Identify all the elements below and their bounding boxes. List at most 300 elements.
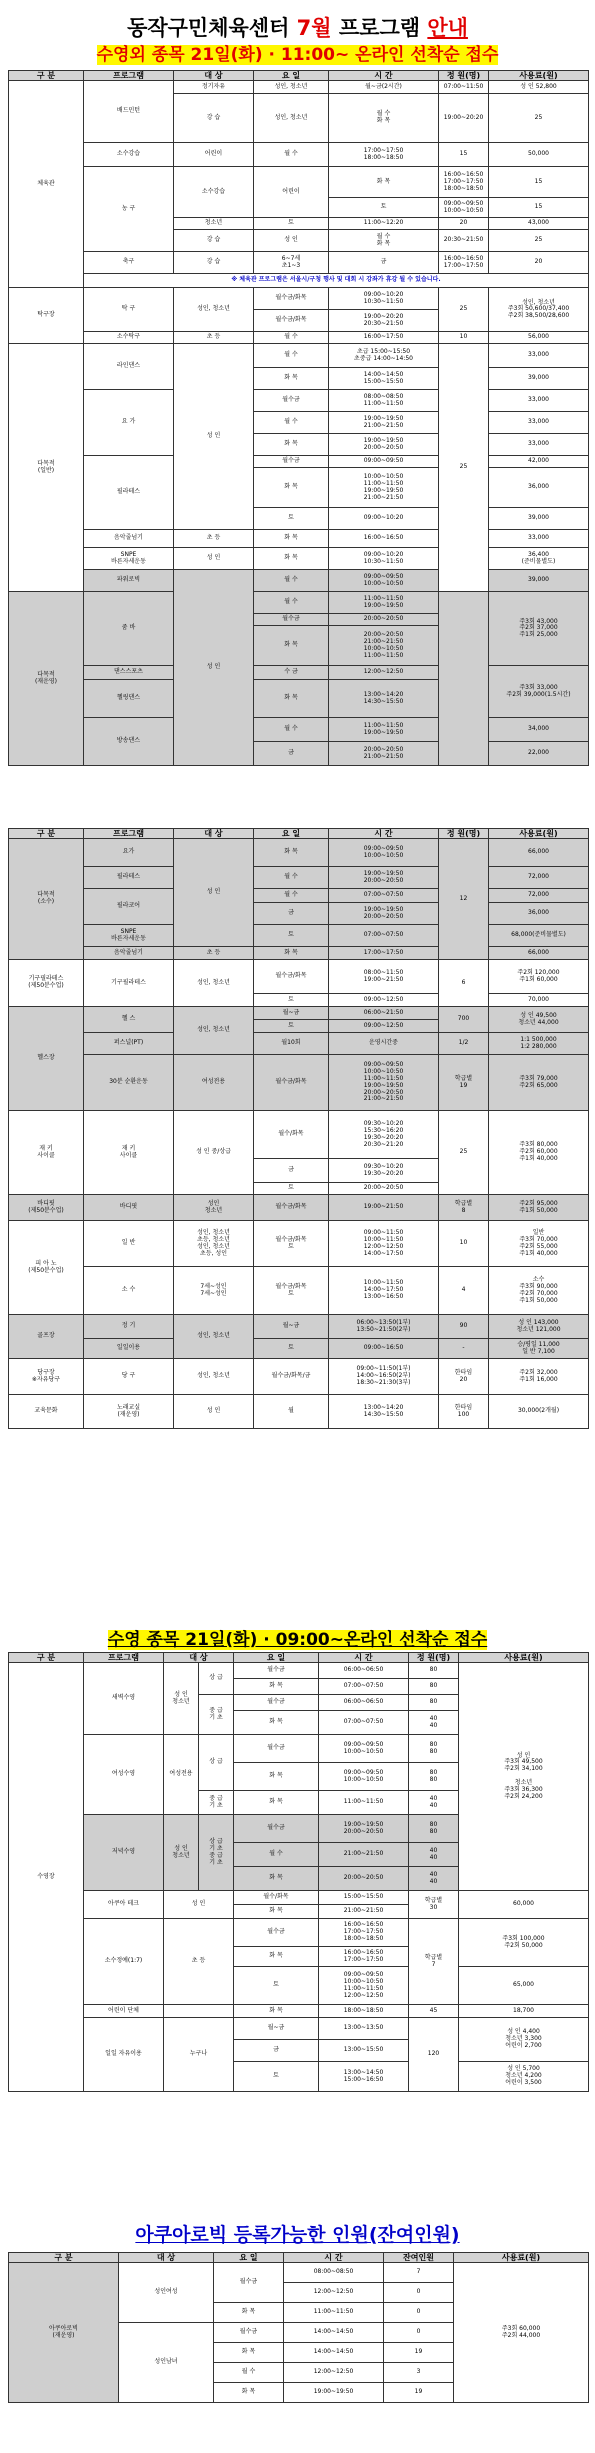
table-row bbox=[9, 1919, 589, 1947]
table-row bbox=[9, 867, 589, 889]
cell: 화 목 bbox=[214, 2343, 284, 2363]
cell: 성 인 4,400 청소년 3,300 어린이 2,700 bbox=[459, 2018, 589, 2062]
program-cell: 바디핏 bbox=[84, 1195, 174, 1221]
program-cell: 파워로빅 bbox=[84, 570, 174, 592]
category-cell: 다목적 (재운영) bbox=[9, 592, 84, 766]
cell: 72,000 bbox=[489, 867, 589, 889]
cell: 09:00~11:50 10:00~11:50 12:00~12:50 14:00~17:50 bbox=[329, 1221, 439, 1267]
cell: 09:00~09:50 10:00~10:50 11:00~11:50 19:00~19:50 20:00~20:50 21:00~21:50 bbox=[329, 1055, 439, 1111]
cell: 08:00~11:50 19:00~21:50 bbox=[329, 960, 439, 994]
cell: 19 bbox=[384, 2343, 454, 2363]
cell: 40 40 bbox=[409, 1843, 459, 1867]
cell: 월 수 bbox=[254, 344, 329, 368]
header-day: 요 일 bbox=[254, 71, 329, 81]
cell: 7 bbox=[384, 2263, 454, 2283]
program-cell: 헬 스 bbox=[84, 1007, 174, 1033]
cell: 성인, 청소년 초등, 청소년 성인, 청소년 초등, 성인 bbox=[174, 1221, 254, 1267]
cell: 월~금 bbox=[234, 2018, 319, 2040]
header-target: 대 상 bbox=[174, 71, 254, 81]
page-title: 동작구민체육센터 7월 프로그램 안내 bbox=[127, 16, 468, 40]
category-cell: 기구필라테스 (제50분수업) bbox=[9, 960, 84, 1007]
cell: 20:00~20:50 bbox=[319, 1867, 409, 1891]
cell: 11:00~12:20 bbox=[329, 218, 439, 230]
cell: 33,000 bbox=[489, 412, 589, 434]
cell: 1/2 bbox=[439, 1033, 489, 1055]
cell: 성 인 bbox=[164, 1891, 234, 1919]
table-row bbox=[9, 167, 589, 198]
cell: 16:00~16:50 17:00~17:50 18:00~18:50 bbox=[319, 1919, 409, 1947]
cell: 19:00~20:20 bbox=[439, 94, 489, 143]
cell: 07:00~07:50 bbox=[319, 1711, 409, 1735]
cell: 화 목 bbox=[214, 2303, 284, 2323]
cell: 09:00~09:50 10:00~10:50 11:00~11:50 12:00~12:50 bbox=[319, 1967, 409, 2005]
cell: 성 인 49,500 청소년 44,000 bbox=[489, 1007, 589, 1033]
cell: 13:00~15:50 bbox=[319, 2040, 409, 2062]
cell: 12:00~12:50 bbox=[329, 666, 439, 680]
cell: 화 목 bbox=[254, 368, 329, 390]
cell: 09:00~09:50 10:00~10:50 bbox=[319, 1735, 409, 1763]
cell: 39,000 bbox=[489, 508, 589, 530]
cell: 강 습 bbox=[174, 252, 254, 274]
table-row bbox=[9, 1395, 589, 1429]
cell: 성인 청소년 bbox=[174, 1195, 254, 1221]
program-cell: 음악줄넘기 bbox=[84, 530, 174, 548]
table-row bbox=[9, 925, 589, 947]
cell: 금 bbox=[234, 2040, 319, 2062]
cell: 상 급 기 초 중 급 기 초 bbox=[199, 1815, 234, 1891]
header-category: 구 분 bbox=[9, 1653, 84, 1663]
header-category: 구 분 bbox=[9, 829, 84, 839]
swim-table bbox=[8, 1652, 589, 2092]
header-remaining: 잔여인원 bbox=[384, 2253, 454, 2263]
cell: 월 수 bbox=[254, 412, 329, 434]
cell: 주3회 100,000 주2회 50,000 bbox=[459, 1919, 589, 1967]
category-cell: 재 키 사이클 bbox=[9, 1111, 84, 1195]
cell: 토 bbox=[254, 925, 329, 947]
cell: 36,400 (준비물별도) bbox=[489, 548, 589, 570]
program-cell: 소 수 bbox=[84, 1267, 174, 1315]
program-cell: 축구 bbox=[84, 252, 174, 274]
cell: 월수금 bbox=[254, 456, 329, 468]
program-cell: 노래교실 (재운영) bbox=[84, 1395, 174, 1429]
table-row bbox=[9, 1055, 589, 1111]
cell: 월~금 bbox=[254, 1007, 329, 1020]
cell: 09:30~10:20 15:30~16:20 19:30~20:20 20:30~21:20 bbox=[329, 1111, 439, 1159]
cell: 초 등 bbox=[164, 1919, 234, 2005]
cell: 월 수 bbox=[234, 1843, 319, 1867]
cell: 09:00~16:50 bbox=[329, 1339, 439, 1359]
table-row bbox=[9, 960, 589, 994]
cell: 30,000(2개월) bbox=[489, 1395, 589, 1429]
cell: 성 인 bbox=[174, 1395, 254, 1429]
cell: 토 bbox=[254, 1339, 329, 1359]
program-table-1 bbox=[8, 70, 589, 766]
cell: 성인, 청소년 bbox=[174, 288, 254, 332]
category-cell: 수영장 bbox=[9, 1663, 84, 2092]
cell: 07:00~07:50 bbox=[329, 925, 439, 947]
swim-fee-cell: 성 인 주3회 49,500 주2회 34,100 청소년 주3회 36,300 주2회 24,200 bbox=[459, 1663, 589, 1891]
cell: 20 bbox=[489, 252, 589, 274]
aquarobic-title: 아쿠아로빅 등록가능한 인원(잔여인원) bbox=[135, 2224, 460, 2246]
table-row bbox=[9, 1663, 589, 1679]
cell: 4 bbox=[439, 1267, 489, 1315]
header-target: 대 상 bbox=[164, 1653, 234, 1663]
table-header bbox=[9, 1653, 589, 1663]
cell: 월수금/화목 bbox=[254, 960, 329, 994]
program-cell: 농 구 bbox=[84, 167, 174, 252]
cell: 06:00~06:50 bbox=[319, 1663, 409, 1679]
header-fee: 사용료(원) bbox=[459, 1653, 589, 1663]
program-cell: 아쿠아로빅 (재운영) bbox=[9, 2263, 119, 2403]
cell: 15 bbox=[489, 167, 589, 198]
cell: 화 목 bbox=[234, 1867, 319, 1891]
program-cell: 기구필라테스 bbox=[84, 960, 174, 1007]
cell: 승/평일 11,000 일 반 7,100 bbox=[489, 1339, 589, 1359]
cell: 0 bbox=[384, 2323, 454, 2343]
cell: 여성전용 bbox=[164, 1735, 199, 1815]
cell: 80 bbox=[409, 1679, 459, 1695]
program-cell: 저녁수영 bbox=[84, 1815, 164, 1891]
category-cell: 당구장 ※자유당구 bbox=[9, 1359, 84, 1395]
cell: 소수강습 bbox=[174, 167, 254, 218]
cell: 16:00~16:50 17:00~17:50 bbox=[319, 1947, 409, 1967]
table-row bbox=[9, 1339, 589, 1359]
cell: 68,000(준비물별도) bbox=[489, 925, 589, 947]
cell: 0 bbox=[384, 2303, 454, 2323]
cell: 성 인 bbox=[174, 570, 254, 766]
cell: 10:00~10:50 11:00~11:50 19:00~19:50 21:00~21:50 bbox=[329, 468, 439, 508]
program-cell: 여성수영 bbox=[84, 1735, 164, 1815]
cell: 화 목 bbox=[254, 468, 329, 508]
cell: 월 수 bbox=[254, 718, 329, 742]
table-row bbox=[9, 81, 589, 94]
program-cell: 일 반 bbox=[84, 1221, 174, 1267]
cell: 성 인 청소년 bbox=[164, 1663, 199, 1735]
header-capacity: 정 원(명) bbox=[439, 829, 489, 839]
table-row bbox=[9, 143, 589, 167]
header-target: 대 상 bbox=[119, 2253, 214, 2263]
cell: 20:00~20:50 21:00~21:50 bbox=[329, 742, 439, 766]
cell: 성 인 bbox=[174, 548, 254, 570]
cell: 성인, 청소년 bbox=[174, 1359, 254, 1395]
header-fee: 사용료(원) bbox=[489, 829, 589, 839]
cell: 강 습 bbox=[174, 94, 254, 143]
cell: - bbox=[439, 1339, 489, 1359]
cell: 월 수 bbox=[214, 2363, 284, 2383]
program-cell: 일일 자유이용 bbox=[84, 2018, 164, 2092]
cell: 11:00~11:50 19:00~19:50 bbox=[329, 718, 439, 742]
cell: 14:00~14:50 15:00~15:50 bbox=[329, 368, 439, 390]
cell: 월수금 bbox=[234, 1695, 319, 1711]
cell: 월수금 bbox=[234, 1815, 319, 1843]
table-row bbox=[9, 2263, 589, 2283]
cell: 42,000 bbox=[489, 456, 589, 468]
cell: 09:00~09:50 10:00~10:50 bbox=[329, 839, 439, 867]
cell: 월 수 bbox=[254, 889, 329, 903]
cell: 06:00~21:50 bbox=[329, 1007, 439, 1020]
cell: 7세~성인 7세~성인 bbox=[174, 1267, 254, 1315]
cell: 33,000 bbox=[489, 434, 589, 456]
cell: 22,000 bbox=[489, 742, 589, 766]
cell: 45 bbox=[409, 2005, 459, 2018]
capacity-cell bbox=[439, 592, 489, 766]
table-row bbox=[9, 252, 589, 274]
cell: 3 bbox=[384, 2363, 454, 2383]
cell: 08:00~08:50 11:00~11:50 bbox=[329, 390, 439, 412]
program-cell: 댄스스포츠 bbox=[84, 666, 174, 680]
table-row bbox=[9, 1007, 589, 1020]
cell: 월 수 bbox=[254, 570, 329, 592]
header-day: 요 일 bbox=[254, 829, 329, 839]
cell: 화 목 bbox=[234, 1905, 319, 1919]
cell: 20 bbox=[439, 218, 489, 230]
cell: 72,000 bbox=[489, 889, 589, 903]
cell: 09:30~10:20 19:30~20:20 bbox=[329, 1159, 439, 1183]
table-row bbox=[9, 592, 589, 614]
cell: 소수 주3회 90,000 주2회 70,000 주1회 50,000 bbox=[489, 1267, 589, 1315]
cell: 월수금/화목 bbox=[254, 288, 329, 310]
table-header bbox=[9, 2253, 589, 2263]
cell: 09:00~12:50 bbox=[329, 994, 439, 1007]
cell: 07:00~07:50 bbox=[319, 1679, 409, 1695]
program-cell: 라인댄스 bbox=[84, 344, 174, 390]
table-row bbox=[9, 718, 589, 742]
cell: 성 인 5,700 청소년 4,200 어린이 3,500 bbox=[459, 2062, 589, 2092]
table-row bbox=[9, 1359, 589, 1395]
header-time: 시 간 bbox=[319, 1653, 409, 1663]
cell: 월 수 bbox=[254, 867, 329, 889]
cell: 주3회 60,000 주2회 44,000 bbox=[454, 2263, 589, 2403]
cell: 12:00~12:50 bbox=[284, 2283, 384, 2303]
cell: 10:00~11:50 14:00~17:50 13:00~16:50 bbox=[329, 1267, 439, 1315]
cell: 토 bbox=[254, 508, 329, 530]
category-cell: 헬스장 bbox=[9, 1007, 84, 1111]
cell: 21:00~21:50 bbox=[319, 1843, 409, 1867]
registration-subtitle: 수영외 종목 21일(화) · 11:00~ 온라인 선착순 접수 bbox=[96, 45, 499, 65]
cell: 어린이 bbox=[254, 167, 329, 218]
cell: 11:00~11:50 19:00~19:50 bbox=[329, 592, 439, 614]
cell: 21:00~21:50 bbox=[319, 1905, 409, 1919]
cell: 06:00~13:50(1부) 13:50~21:50(2부) bbox=[329, 1315, 439, 1339]
cell: 화 목 bbox=[234, 2005, 319, 2018]
cell: 주3회 79,000 주2회 65,000 bbox=[489, 1055, 589, 1111]
cell: 09:00~10:20 10:30~11:50 bbox=[329, 548, 439, 570]
cell: 40 40 bbox=[409, 1711, 459, 1735]
cell: 월~금 bbox=[254, 1315, 329, 1339]
cell: 16:00~16:50 17:00~17:50 18:00~18:50 bbox=[439, 167, 489, 198]
cell: 19 bbox=[384, 2383, 454, 2403]
table-row bbox=[9, 288, 589, 310]
table-header bbox=[9, 829, 589, 839]
cell: 성인, 청소년 bbox=[174, 1007, 254, 1055]
cell: 월10회 bbox=[254, 1033, 329, 1055]
cell: 월수금/화목 토 bbox=[254, 1221, 329, 1267]
cell: 36,000 bbox=[489, 468, 589, 508]
cell: 월수금 bbox=[234, 1663, 319, 1679]
header-program: 프로그램 bbox=[84, 829, 174, 839]
cell: 16:00~17:50 bbox=[329, 332, 439, 344]
cell: 화 목 bbox=[234, 1947, 319, 1967]
cell: 20:30~21:50 bbox=[439, 230, 489, 252]
cell: 토 bbox=[329, 198, 439, 218]
cell: 13:00~14:20 14:30~15:50 bbox=[329, 1395, 439, 1429]
cell: 09:00~10:20 bbox=[329, 508, 439, 530]
cell: 15:00~15:50 bbox=[319, 1891, 409, 1905]
cell: 11:00~11:50 bbox=[284, 2303, 384, 2323]
cell: 초 등 bbox=[174, 332, 254, 344]
cell: 금 bbox=[254, 1159, 329, 1183]
cell: 주2회 95,000 주1회 50,000 bbox=[489, 1195, 589, 1221]
cell: 1:1 500,000 1:2 280,000 bbox=[489, 1033, 589, 1055]
header-category: 구 분 bbox=[9, 2253, 119, 2263]
header-capacity: 정 원(명) bbox=[439, 71, 489, 81]
cell: 16:00~16:50 bbox=[329, 530, 439, 548]
cell: 누구나 bbox=[164, 2018, 234, 2092]
category-cell: 다목적 (소수) bbox=[9, 839, 84, 960]
cell: 화 목 bbox=[254, 680, 329, 718]
cell: 성인, 청소년 bbox=[254, 81, 329, 94]
category-cell: 다목적 (일반) bbox=[9, 344, 84, 592]
cell: 09:00~09:50 bbox=[329, 456, 439, 468]
cell: 학급별 7 bbox=[409, 1919, 459, 2005]
header-fee: 사용료(원) bbox=[489, 71, 589, 81]
cell: 80 80 bbox=[409, 1763, 459, 1791]
cell: 한타임 100 bbox=[439, 1395, 489, 1429]
header-program: 프로그램 bbox=[84, 71, 174, 81]
cell: 19:00~19:50 20:00~20:50 bbox=[329, 867, 439, 889]
program-cell: 배드민턴 bbox=[84, 81, 174, 143]
cell: 성인여성 bbox=[119, 2263, 214, 2323]
program-cell: SNPE 바른자세운동 bbox=[84, 925, 174, 947]
cell: 수 금 bbox=[254, 666, 329, 680]
category-cell: 체육관 bbox=[9, 81, 84, 288]
table-row bbox=[9, 1221, 589, 1267]
cell: 20:00~20:50 21:00~21:50 10:00~10:50 11:00~11:50 bbox=[329, 626, 439, 666]
cell: 80 bbox=[409, 1695, 459, 1711]
cell: 월 수 bbox=[254, 332, 329, 344]
cell: 18:00~18:50 bbox=[319, 2005, 409, 2018]
cell: 09:00~09:50 10:00~10:50 bbox=[439, 198, 489, 218]
cell: 중 급 기 초 bbox=[199, 1791, 234, 1815]
cell: 25 bbox=[439, 288, 489, 332]
cell: 화 목 bbox=[234, 1679, 319, 1695]
cell: 금 bbox=[254, 903, 329, 925]
header-time: 시 간 bbox=[284, 2253, 384, 2263]
cell: 56,000 bbox=[489, 332, 589, 344]
program-cell: 헬링댄스 bbox=[84, 680, 174, 718]
program-cell: 소수탁구 bbox=[84, 332, 174, 344]
table-row bbox=[9, 1267, 589, 1315]
header-target: 대 상 bbox=[174, 829, 254, 839]
cell: 36,000 bbox=[489, 903, 589, 925]
cell: 13:00~13:50 bbox=[319, 2018, 409, 2040]
program-cell: 방송댄스 bbox=[84, 718, 174, 766]
cell: 일반 주3회 70,000 주2회 55,000 주1회 40,000 bbox=[489, 1221, 589, 1267]
cell: 월수금 bbox=[214, 2263, 284, 2303]
cell: 120 bbox=[409, 2018, 459, 2092]
program-cell: 필라코어 bbox=[84, 889, 174, 925]
program-cell: 아쿠아 테크 bbox=[84, 1891, 164, 1919]
cell: 65,000 bbox=[459, 1967, 589, 2005]
table-row bbox=[9, 570, 589, 592]
cell: 20:00~20:50 bbox=[329, 1183, 439, 1195]
cell: 10 bbox=[439, 1221, 489, 1267]
cell: 월수금 bbox=[254, 390, 329, 412]
cell: 0 bbox=[384, 2283, 454, 2303]
program-cell: 필라테스 bbox=[84, 867, 174, 889]
category-cell: 바디핏 (제50분수업) bbox=[9, 1195, 84, 1221]
cell: 성인, 청소년 bbox=[254, 94, 329, 143]
header-capacity: 정 원(명) bbox=[409, 1653, 459, 1663]
cell: 월수금/화목 bbox=[254, 1055, 329, 1111]
header-day: 요 일 bbox=[214, 2253, 284, 2263]
cell: 중 급 기 초 bbox=[199, 1695, 234, 1735]
program-cell: 줌 바 bbox=[84, 592, 174, 666]
cell: 월수금/화목 bbox=[254, 1195, 329, 1221]
cell: 화 목 bbox=[254, 839, 329, 867]
cell: 70,000 bbox=[489, 994, 589, 1007]
category-cell: 골프장 bbox=[9, 1315, 84, 1359]
cell: 어린이 bbox=[174, 143, 254, 167]
program-cell: 30분 순환운동 bbox=[84, 1055, 174, 1111]
cell: 초급 15:00~15:50 초중급 14:00~14:50 bbox=[329, 344, 439, 368]
cell: 19:00~19:50 20:00~20:50 bbox=[329, 434, 439, 456]
cell: 월수금 bbox=[234, 1735, 319, 1763]
cell: 운영시간중 bbox=[329, 1033, 439, 1055]
cell: 초 등 bbox=[174, 530, 254, 548]
cell: 청소년 bbox=[174, 218, 254, 230]
program-cell: 어린이 단체 bbox=[84, 2005, 164, 2018]
cell: 80 80 bbox=[409, 1815, 459, 1843]
notice-row bbox=[9, 274, 589, 288]
cell: 월수금/화목 토 bbox=[254, 1267, 329, 1315]
table-row bbox=[9, 2018, 589, 2040]
cell: 화 목 bbox=[329, 167, 439, 198]
cell: 정기자유 bbox=[174, 81, 254, 94]
cell: 19:00~19:50 bbox=[284, 2383, 384, 2403]
cell: 주3회 43,000 주2회 37,000 주1회 25,000 bbox=[489, 592, 589, 666]
program-cell: 일일이용 bbox=[84, 1339, 174, 1359]
cell: 성 인 청소년 bbox=[164, 1815, 199, 1891]
table-header bbox=[9, 71, 589, 81]
cell: 학급별 19 bbox=[439, 1055, 489, 1111]
table-row bbox=[9, 947, 589, 960]
cell bbox=[164, 2005, 234, 2018]
program-table-2 bbox=[8, 828, 589, 1429]
header-program: 프로그램 bbox=[84, 1653, 164, 1663]
program-cell: 탁 구 bbox=[84, 288, 174, 332]
table-row bbox=[9, 390, 589, 412]
cell: 월 bbox=[254, 1395, 329, 1429]
cell: 월수금 bbox=[254, 614, 329, 626]
cell: 14:00~14:50 bbox=[284, 2323, 384, 2343]
table-row bbox=[9, 548, 589, 570]
cell: 6 bbox=[439, 960, 489, 1007]
cell: 15 bbox=[439, 143, 489, 167]
cell: 성 인 bbox=[174, 839, 254, 947]
cell: 초 등 bbox=[174, 947, 254, 960]
cell: 06:00~06:50 bbox=[319, 1695, 409, 1711]
cell: 월 수 bbox=[254, 592, 329, 614]
cell: 25 bbox=[489, 94, 589, 143]
program-cell: 음악줄넘기 bbox=[84, 947, 174, 960]
aquarobic-table bbox=[8, 2252, 589, 2403]
swim-registration-title: 수영 종목 21일(화) · 09:00~온라인 선착순 접수 bbox=[107, 1630, 488, 1650]
cell: 10 bbox=[439, 332, 489, 344]
table-row bbox=[9, 530, 589, 548]
table-row bbox=[9, 332, 589, 344]
cell: 토 bbox=[254, 1020, 329, 1033]
